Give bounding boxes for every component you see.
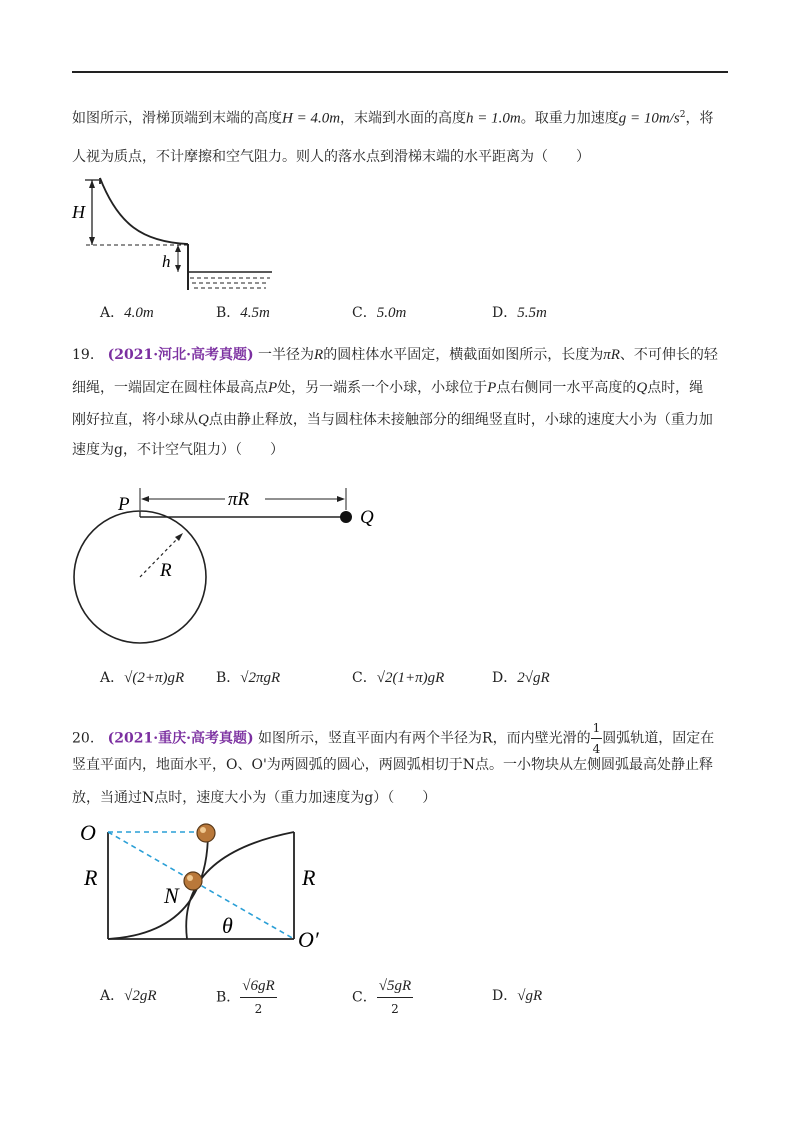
q20-number: 20. [72, 730, 95, 747]
q19-source-tag: (2021·河北·高考真题) [107, 347, 254, 363]
q20-text-line3: 放，当通过N点时，速度大小为（重力加速度为g）（ ） [72, 790, 437, 806]
fig-R-right-label: R [302, 865, 316, 890]
q19-option-b[interactable]: B．√2πgR [216, 670, 281, 686]
q19-text-line3: 刚好拉直，将小球从Q点由静止释放，当与圆柱体未接触部分的细绳竖直时，小球的速度大小为（重力加 [72, 412, 713, 428]
q19-text-line4: 速度为g，不计空气阻力）（ ） [72, 442, 284, 458]
fig-N-label: N [164, 883, 179, 908]
q18-option-b[interactable]: B．4.5m [216, 305, 270, 321]
arc-track-figure [72, 815, 332, 955]
q20-option-c[interactable]: C． $\frac{√5gR}{2}$ [352, 975, 413, 1020]
q20-option-a[interactable]: A．√2gR [100, 988, 157, 1004]
fig-Q-label: Q [360, 507, 374, 528]
q20-text-line2: 竖直平面内，地面水平，O、O'为两圆弧的圆心，两圆弧相切于N点。一小物块从左侧圆弧最高处静止释 [72, 757, 714, 773]
header-rule [72, 71, 728, 73]
quarter-fraction: $\frac{1}{4}$ [591, 718, 603, 759]
slide-figure [70, 172, 285, 297]
q19-option-a[interactable]: A．√(2+π)gR [100, 670, 185, 686]
q18-g-value: g = 10m/s [618, 110, 680, 127]
q18-option-d[interactable]: D．5.5m [492, 305, 547, 321]
cylinder-figure [70, 480, 390, 660]
q19-number: 19. [72, 347, 95, 363]
q19-text-line2: 细绳，一端固定在圆柱体最高点P处，另一端系一个小球，小球位于P点右侧同一水平高度的Q点时，绳 [72, 380, 704, 396]
q18-H-value: H = 4.0m [282, 110, 341, 127]
fig-theta-label: θ [222, 913, 233, 938]
fig-O-prime-label: O′ [298, 927, 319, 952]
q20-source-tag: (2021·重庆·高考真题) [107, 730, 254, 747]
fig-R-label: R [160, 560, 172, 581]
q20-option-d[interactable]: D．√gR [492, 988, 543, 1004]
fig-piR-label: πR [228, 489, 250, 510]
q18-option-c[interactable]: C．5.0m [352, 305, 407, 321]
q19-option-d[interactable]: D．2√gR [492, 670, 550, 686]
q18-option-a[interactable]: A．4.0m [100, 305, 154, 321]
q19-option-c[interactable]: C．√2(1+π)gR [352, 670, 445, 686]
q20-option-b[interactable]: B． $\frac{√6gR}{2}$ [216, 975, 277, 1020]
q18-text-line1: 如图所示，滑梯顶端到末端的高度H = 4.0m，末端到水面的高度h = 1.0m。取重力加速度$g = 10m/s^2$，将 [72, 110, 714, 127]
q20-text-line1: 20. (2021·重庆·高考真题) 如图所示，竖直平面内有两个半径为R，而内壁光滑的 $\frac{1}{4}$ 圆弧轨道，固定在 [72, 718, 714, 759]
q18-h-value: h = 1.0m [466, 110, 521, 127]
fig-P-label: P [118, 494, 130, 515]
fig-h-label: h [162, 252, 171, 271]
q19-text-line1: 19. (2021·河北·高考真题) 一半径为R的圆柱体水平固定，横截面如图所示，长度为πR、不可伸长的轻 [72, 347, 718, 363]
fig-H-label: H [72, 202, 85, 222]
fig-R-left-label: R [84, 865, 98, 890]
fig-O-label: O [80, 820, 96, 845]
q18-text-line2: 人视为质点，不计摩擦和空气阻力。则人的落水点到滑梯末端的水平距离为（ ） [72, 149, 590, 165]
